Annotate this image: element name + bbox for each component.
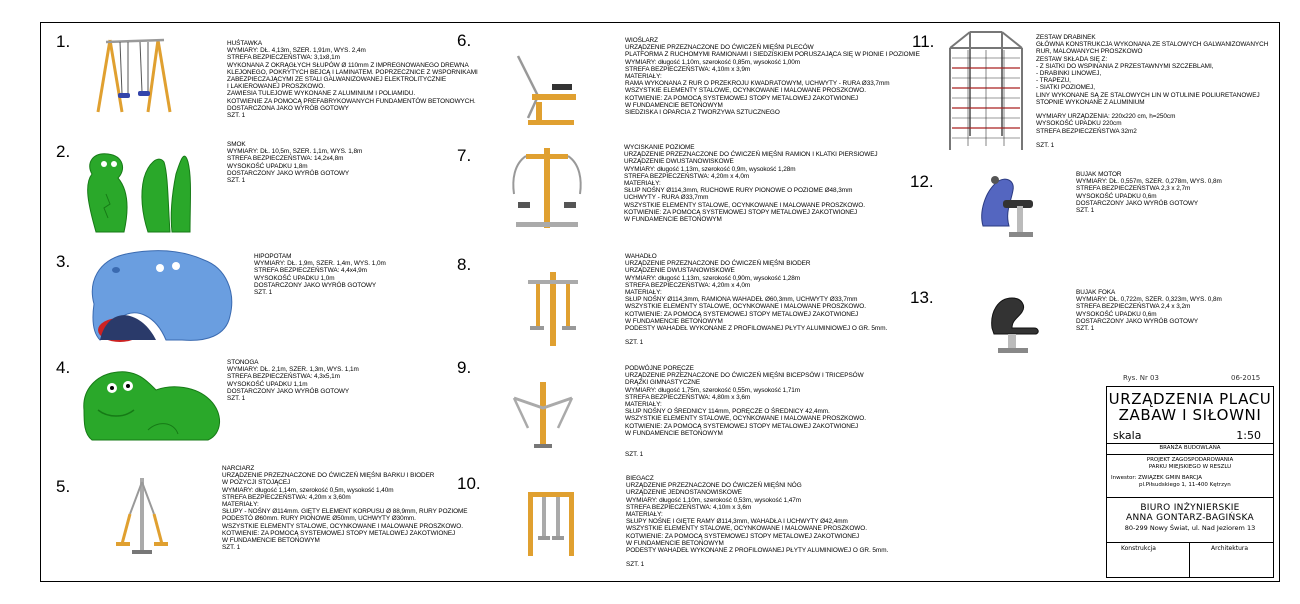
item-number: 2. <box>56 142 71 161</box>
investor: Inwestor: ZWIĄZEK GMIN BARCJA pl.Piłsudskiego 1, 11-400 Kętrzyn <box>1111 475 1231 488</box>
divider <box>1107 542 1273 543</box>
item-number: 7. <box>457 146 472 165</box>
item-description: BUJAK MOTOR WYMIARY: DŁ. 0,557m, SZER. 0,278m, WYS. 0,8m STREFA BEZPIECZEŃSTWA 2,3 x 2,7m WYSOKOŚĆ UPADKU 0,6m DOSTARCZONY JAKO WYRÓB GOTOWY SZT. 1 <box>1076 171 1222 215</box>
item-number: 13. <box>910 288 934 307</box>
office-address: 80-299 Nowy Świat, ul. Nad Jeziorem 13 <box>1124 524 1256 532</box>
motorbike-rocker-image <box>975 172 1041 240</box>
architecture-label: Architektura <box>1211 545 1249 552</box>
drawing-number: Rys. Nr 03 <box>1123 374 1159 382</box>
item-number: 1. <box>56 32 71 51</box>
item-description: HUŚTAWKA WYMIARY: DŁ. 4,13m, SZER. 1,91m, WYS. 2,4m STREFA BEZPIECZEŃSTWA: 3,1x8,1m WYKONANA Z OKRĄGŁYCH SŁUPÓW Ø 110mm Z IMPREGNOWANEGO DREWNA KLEJONEGO, POKRYTYCH BEJCĄ I LAMINATEM. POPRZECZNICE Z WSPORNIKAMI ZABEZPIECZAJĄCYMI ZE STALI GALWANIZOWANEJ ELEKTROLITYCZNIE I LAKIEROWANEJ PROSZKOWO. ZAWIESIA TULEJOWE WYKONANE Z ALUMINIUM I POLIAMIDU. KOTWIENIE ZA POMOCĄ PREFABRYKOWANYCH FUNDAMENTÓW BETONOWYCH. DOSTARCZONA JAKO WYRÓB GOTOWY SZT. 1 <box>227 40 478 120</box>
scale-row <box>1113 429 1269 442</box>
project-title: PROJEKT ZAGOSPODAROWANIA PARKU MIEJSKIEGO W RESZLU <box>1146 457 1234 470</box>
parallel-bars-image <box>508 378 578 450</box>
divider <box>1107 497 1273 498</box>
swing-image <box>92 34 176 114</box>
scale-label: skala <box>1113 429 1142 442</box>
item-description: HIPOPOTAM WYMIARY: DŁ. 1,9m, SZER. 1,4m, WYS. 1,0m STREFA BEZPIECZEŃSTWA: 4,4x4,9m WYSOKOŚĆ UPADKU 1,0m DOSTARCZONY JAKO WYRÓB GOTOWY SZT. 1 <box>254 253 386 297</box>
item-number: 9. <box>457 358 472 377</box>
item-number: 12. <box>910 172 934 191</box>
octopus-image <box>78 360 226 444</box>
item-description: WAHADŁO URZĄDZENIE PRZEZNACZONE DO ĆWICZEŃ MIĘŚNI BIODER URZĄDZENIE DWUSTANOWISKOWE WYMIARY: długość 1,13m, szerokość 0,90m, wysokość 1,28m STREFA BEZPIECZEŃSTWA: 4,20m x 4,0m MATERIAŁY: SŁUP NOŚNY Ø114,3mm, RAMIONA WAHADEŁ Ø60,3mm, UCHWYTY Ø33,7mm WSZYSTKIE ELEMENTY STALOWE, OCYNKOWANE I MALOWANE PROSZKOWO. KOTWIENIE: ZA POMOCĄ SYSTEMOWEJ STOPY METALOWEJ ZAKOTWIONEJ W FUNDAMENCIE BETONOWYM PODESTY WAHADEŁ WYKONANE Z PROFILOWANEJ PŁYTY ALUMINIOWEJ O GR. 5mm. SZT. 1 <box>625 253 888 347</box>
hippo-image <box>86 246 236 344</box>
rower-image <box>508 46 588 126</box>
title-block-header <box>1106 372 1274 386</box>
dragon-image <box>78 134 196 234</box>
item-number: 11. <box>912 32 935 51</box>
item-description: WIOŚLARZ URZĄDZENIE PRZEZNACZONE DO ĆWICZEŃ MIĘŚNI PLECÓW PLATFORMA Z RUCHOMYMI RAMIONAMI I SIEDZISKIEM PORUSZAJĄCA SIĘ W PIONIE I POZIOMIE WYMIARY: długość 1,10m, szerokość 0,85m, wysokość 1,00m STREFA BEZPIECZEŃSTWA: 4,10m x 3,9m MATERIAŁY: RAMA WYKONANA Z RUR O PRZEKROJU KWADRATOWYM, UCHWYTY - RURA Ø33,7mm WSZYSTKIE ELEMENTY STALOWE, OCYNKOWANE I MALOWANE PROSZKOWO. KOTWIENIE: ZA POMOCĄ SYSTEMOWEJ STOPY METALOWEJ ZAKOTWIONEJ W FUNDAMENCIE BETONOWYM SIEDZISKA I OPARCIA Z TWORZYWA SZTUCZNEGO <box>625 37 920 117</box>
pendulum-image <box>522 268 584 348</box>
branch-label: BRANŻA BUDOWLANA <box>1159 445 1221 451</box>
item-description: BIEGACZ URZĄDZENIE PRZEZNACZONE DO ĆWICZEŃ MIĘŚNI NÓG URZĄDZENIE JEDNOSTANOWISKOWE WYMIARY: długość 1,10m, szerokość 0,53m, wysokość 1,47m STREFA BEZPIECZEŃSTWA: 4,10m x 3,6m MATERIAŁY: SŁUPY NOŚNE I GIĘTE RAMY Ø114,3mm, WAHADŁA I UCHWYTY Ø42,4mm WSZYSTKIE ELEMENTY STALOWE, OCYNKOWANE I MALOWANE PROSZKOWO. KOTWIENIE: ZA POMOCĄ SYSTEMOWEJ STOPY METALOWEJ ZAKOTWIONEJ W FUNDAMENCIE BETONOWYM PODESTY WAHADEŁ WYKONANE Z PROFILOWANEJ PŁYTY ALUMINIOWEJ O GR. 5mm. SZT. 1 <box>626 475 889 569</box>
construction-label: Konstrukcja <box>1121 545 1156 552</box>
item-description: ZESTAW DRABINEK GŁÓWNA KONSTRUKCJA WYKONANA ZE STALOWYCH GALWANIZOWANYCH RUR, MALOWANYCH PROSZKOWO ZESTAW SKŁADA SIĘ Z: - Z SIATKI DO WSPINANIA Z PRZESTAWNYMI SZCZEBLAMI, - DRABINKI LINOWEJ, - TRAPEZU, - SIATKI POZIOMEJ, LINY WYKONANE SĄ ZE STALOWYCH LIN W OTULINIE POLIURETANOWEJ STOPNIE WYKONANE Z ALUMINIUM WYMIARY URZĄDZENIA: 220x220 cm, h=250cm WYSOKOŚĆ UPADKU 220cm STREFA BEZPIECZEŃSTWA 32m2 SZT. 1 <box>1036 34 1269 150</box>
seal-rocker-image <box>982 292 1044 356</box>
skier-image <box>108 474 172 556</box>
item-description: PODWÓJNE PORĘCZE URZĄDZENIE PRZEZNACZONE DO ĆWICZEŃ MIĘŚNI BICEPSÓW I TRICEPSÓW DRĄŻKI GIMNASTYCZNE WYMIARY: długość 1,75m, szerokość 0,55m, wysokość 1,71m STREFA BEZPIECZEŃSTWA: 4,80m x 3,6m MATERIAŁY: SŁUP NOŚNY O ŚREDNICY 114mm, PORĘCZE O ŚREDNICY 42,4mm. WSZYSTKIE ELEMENTY STALOWE, OCYNKOWANE I MALOWANE PROSZKOWO. KOTWIENIE: ZA POMOCĄ SYSTEMOWEJ STOPY METALOWEJ ZAKOTWIONEJ W FUNDAMENCIE BETONOWYM SZT. 1 <box>625 365 866 459</box>
title-block <box>1106 372 1274 578</box>
item-description: STONOGA WYMIARY: DŁ. 2,1m, SZER. 1,3m, WYS. 1,1m STREFA BEZPIECZEŃSTWA: 4,3x5,1m WYSOKOŚĆ UPADKU 1,1m DOSTARCZONY JAKO WYRÓB GOTOWY SZT. 1 <box>227 359 359 403</box>
item-number: 5. <box>56 477 71 496</box>
runner-image <box>522 488 580 560</box>
drawing-title: URZĄDZENIA PLACU ZABAW I SIŁOWNI <box>1108 390 1272 424</box>
drawing-date: 06-2015 <box>1231 374 1261 382</box>
item-description: WYCISKANIE POZIOME URZĄDZENIE PRZEZNACZONE DO ĆWICZEŃ MIĘŚNI RAMION I KLATKI PIERSIOWEJ URZĄDZENIE DWUSTANOWISKOWE WYMIARY: długość 1,13m, szerokość 0,9m, wysokość 1,28m STREFA BEZPIECZEŃSTWA: 4,20m x 4,0m MATERIAŁY: SŁUP NOŚNY Ø114,3mm, RUCHOWE RURY PIONOWE O POZIOME Ø48,3mm UCHWYTY - RURA Ø33,7mm WSZYSTKIE ELEMENTY STALOWE, OCYNKOWANE I MALOWANE PROSZKOWO. KOTWIENIE: ZA POMOCĄ SYSTEMOWEJ STOPY METALOWEJ ZAKOTWIONEJ W FUNDAMENCIE BETONOWYM <box>624 144 878 224</box>
item-number: 4. <box>56 358 71 377</box>
item-description: NARCIARZ URZĄDZENIE PRZEZNACZONE DO ĆWICZEŃ MIĘŚNI BARKU I BIODER W POZYCJI STOJĄCEJ WYMIARY: długość 1,14m, szerokość 0,5m, wysokość 1,40m STREFA BEZPIECZEŃSTWA: 4,20m x 3,60m MATERIAŁY: SŁUPY - NOŚNY Ø114mm. GIĘTY ELEMENT KORPUSU Ø 88,9mm, RURY POZIOME PODESTÓ Ø60mm. RURY PIONOWE Ø50mm, UCHWYTY Ø30mm. WSZYSTKIE ELEMENTY STALOWE, OCYNKOWANE I MALOWANE PROSZKOWO. KOTWIENIE: ZA POMOCĄ SYSTEMOWEJ STOPY METALOWEJ ZAKOTWIONEJ W FUNDAMENCIE BETONOWYM SZT. 1 <box>222 465 468 552</box>
item-number: 6. <box>457 31 472 50</box>
climbing-frame-image <box>940 28 1032 154</box>
item-number: 10. <box>457 474 481 493</box>
item-description: SMOK WYMIARY: DŁ. 10,5m, SZER. 1,1m, WYS. 1,8m STREFA BEZPIECZEŃSTWA: 14,2x4,8m WYSOKOŚĆ UPADKU 1,8m DOSTARCZONY JAKO WYRÓB GOTOWY SZT. 1 <box>227 141 363 185</box>
chest-press-image <box>506 144 588 232</box>
title-block-box <box>1106 386 1274 578</box>
item-number: 3. <box>56 252 71 271</box>
divider <box>1107 454 1273 455</box>
divider <box>1107 443 1273 444</box>
item-number: 8. <box>457 255 472 274</box>
divider <box>1189 542 1190 578</box>
design-office: BIURO INŻYNIERSKIE ANNA GONTARZ-BAGIŃSKA <box>1125 503 1255 523</box>
scale-value: 1:50 <box>1236 429 1261 442</box>
item-description: BUJAK FOKA WYMIARY: DŁ. 0,722m, SZER. 0,323m, WYS. 0,8m STREFA BEZPIECZEŃSTWA 2,4 x 3,2m WYSOKOŚĆ UPADKU 0,6m DOSTARCZONY JAKO WYRÓB GOTOWY SZT. 1 <box>1076 289 1222 333</box>
